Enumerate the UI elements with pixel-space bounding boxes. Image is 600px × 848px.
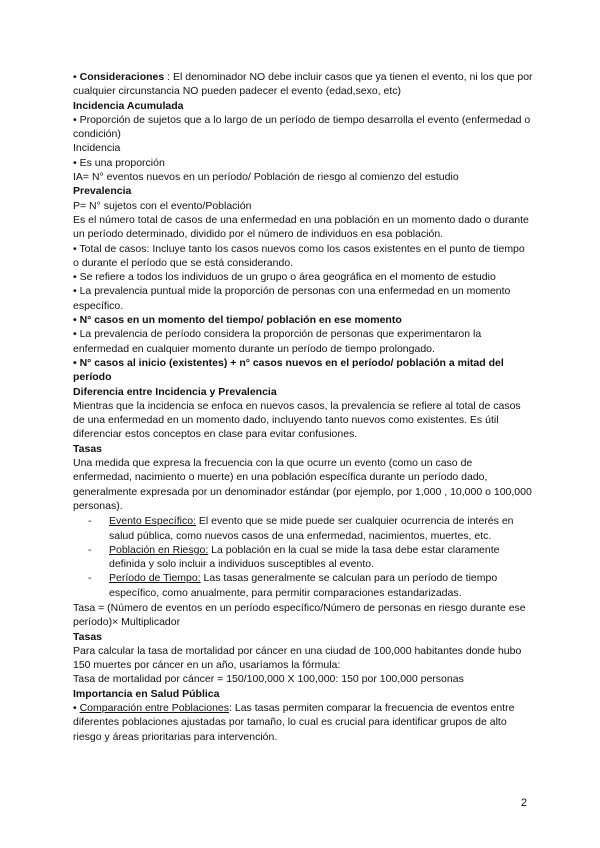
paragraph: • La prevalencia de período considera la proporción de personas que experimentaron la enfermedad en cualquier momento durante un período de tiempo prolongado. bbox=[73, 328, 482, 355]
consideraciones-label: Consideraciones bbox=[79, 71, 165, 83]
paragraph: Una medida que expresa la frecuencia con la que ocurre un evento (como un caso de enfermedad, nacimiento o muerte) en una población específica durante un período dado, generalmente expresada por un denominador estándar (por ejemplo, por 1,000 , 10,000 o 100,000 personas). bbox=[73, 457, 532, 512]
paragraph: Para calcular la tasa de mortalidad por cáncer en una ciudad de 100,000 habitantes donde hubo 150 muertes por cáncer en un año, usaríamos la fórmula: bbox=[73, 644, 522, 672]
paragraph: • Se refiere a todos los individuos de un grupo o área geográfica en el momento de estudio bbox=[73, 271, 496, 284]
list-item-term: Evento Específico: bbox=[109, 515, 196, 528]
list-item-text: Las tasas generalmente se calculan para un período de tiempo específico, como anualmente, para permitir comparaciones estandarizadas. bbox=[109, 572, 498, 599]
list-item-text: La población en la cual se mide la tasa debe estar claramente definida y solo incluir a individuos susceptibles al evento. bbox=[109, 543, 500, 571]
document-page bbox=[73, 70, 533, 744]
formula-ia: IA= N° eventos nuevos en un período/ Población de riesgo al comienzo del estudio bbox=[73, 171, 459, 184]
list-item bbox=[109, 514, 533, 543]
tasas-list bbox=[73, 514, 533, 600]
heading-importancia: Importancia en Salud Pública bbox=[73, 687, 220, 700]
paragraph: Mientras que la incidencia se enfoca en nuevos casos, la prevalencia se refiere al total de casos de una enfermedad en un momento dado, incluyendo tanto nuevos como existentes. Es útil diferenciar estos conceptos en clase para evitar confusiones. bbox=[73, 399, 521, 441]
paragraph-bold: • N° casos en un momento del tiempo/ población en ese momento bbox=[73, 314, 402, 327]
paragraph: Es el número total de casos de una enfermedad en una población en un momento dado o durante un período determinado, dividido por el número de individuos en esa población. bbox=[73, 213, 529, 241]
list-item-term: Población en Riesgo: bbox=[109, 543, 209, 556]
formula-prevalencia: P= N° sujetos con el evento/Población bbox=[73, 199, 252, 212]
paragraph-bold: • N° casos al inicio (existentes) + n° casos nuevos en el período/ población a mitad del período bbox=[73, 356, 504, 384]
paragraph: • Es una proporción bbox=[73, 156, 165, 169]
formula-tasa: Tasa = (Número de eventos en un período específico/Número de personas en riesgo durante ese período)× Multiplicador bbox=[73, 601, 526, 629]
page-number: 2 bbox=[520, 797, 527, 809]
importancia-term: Comparación entre Poblaciones bbox=[79, 702, 230, 715]
heading-tasas: Tasas bbox=[73, 442, 102, 455]
bullet: • bbox=[73, 702, 80, 715]
paragraph: Incidencia bbox=[73, 142, 121, 155]
list-item bbox=[109, 543, 533, 572]
list-item-term: Período de Tiempo: bbox=[109, 572, 201, 585]
paragraph: • La prevalencia puntual mide la proporción de personas con una enfermedad en un momento específico. bbox=[73, 285, 511, 312]
consideraciones-text: : El denominador NO debe incluir casos que ya tienen el evento, ni los que por cualquier circunstancia NO pueden padecer el evento (edad,sexo, etc) bbox=[73, 71, 533, 98]
importancia-text: : Las tasas permiten comparar la frecuencia de eventos entre diferentes poblaciones ajustadas por tamaño, lo cual es crucial para identificar grupos de alto riesgo y áreas prioritarias para intervención. bbox=[73, 702, 515, 743]
bullet: • bbox=[73, 71, 77, 83]
paragraph: • Total de casos: Incluye tanto los casos nuevos como los casos existentes en el punto de tiempo o durante el período que se está considerando. bbox=[73, 242, 525, 269]
list-item-text: El evento que se mide puede ser cualquier ocurrencia de interés en salud pública, como nuevos casos de una enfermedad, nacimientos, muertes, etc. bbox=[109, 515, 514, 542]
paragraph: Tasa de mortalidad por cáncer = 150/100,000 X 100,000: 150 por 100,000 personas bbox=[73, 673, 464, 686]
heading-incidencia-acumulada: Incidencia Acumulada bbox=[73, 99, 184, 112]
list-item bbox=[109, 571, 533, 600]
paragraph: • Proporción de sujetos que a lo largo de un período de tiempo desarrolla el evento (enfermedad o condición) bbox=[73, 113, 531, 141]
importancia-paragraph bbox=[73, 701, 533, 744]
heading-tasas-ejemplo: Tasas bbox=[73, 630, 102, 643]
consideraciones-paragraph bbox=[73, 70, 533, 99]
heading-diferencia: Diferencia entre Incidencia y Prevalencia bbox=[73, 385, 277, 398]
heading-prevalencia: Prevalencia bbox=[73, 185, 132, 198]
